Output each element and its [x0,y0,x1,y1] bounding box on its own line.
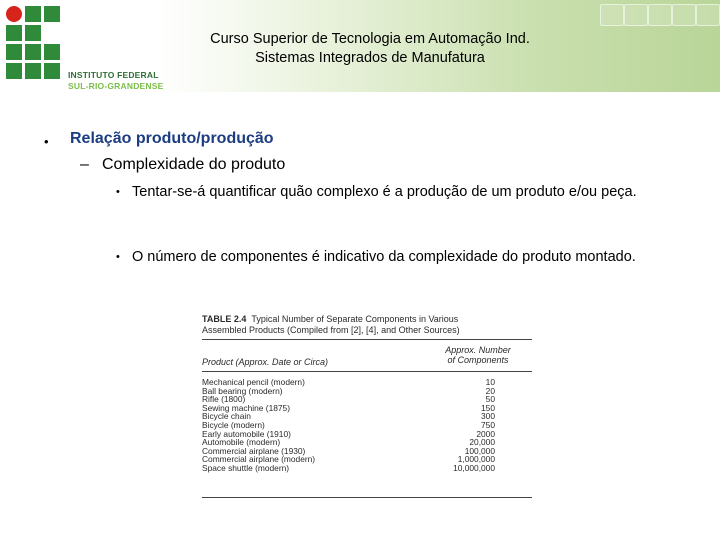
product-name: Ball bearing (modern) [202,385,283,396]
logo-square [44,63,60,79]
decorative-square [696,4,720,26]
product-name: Rifle (1800) [202,394,246,405]
product-name: Commercial airplane (modern) [202,454,316,465]
product-name: Commercial airplane (1930) [202,445,306,456]
logo-red-circle [6,6,22,22]
title-line-1: Curso Superior de Tecnologia em Automação Ind. [210,31,530,47]
component-count: 1,000,000 [457,454,495,465]
bullet-marker: • [116,186,120,198]
component-count: 10 [485,377,495,387]
level2-heading: Complexidade do produto [102,156,286,173]
logo-subtitle: SUL-RIO-GRANDENSE [68,81,164,91]
component-count: 10,000,000 [453,462,495,473]
caption-line-1: Typical Number of Separate Components in Various [251,314,459,324]
column-header-components-line-2: of Components [447,355,509,365]
logo-square [6,25,22,41]
level1-heading: Relação produto/produção [70,130,274,147]
logo-square [25,6,41,22]
table-body [202,378,532,473]
components-table [198,312,538,502]
logo-square [25,44,41,60]
logo-square [44,44,60,60]
decorative-square [648,4,672,26]
product-name: Sewing machine (1875) [202,402,290,413]
component-count: 20,000 [469,437,495,448]
table-row [202,387,532,396]
logo-square [6,44,22,60]
bullet-item-2: O número de componentes é indicativo da complexidade do produto montado. [132,249,636,265]
product-name: Mechanical pencil (modern) [202,377,305,387]
product-name: Bicycle (modern) [202,419,265,430]
logo-title: INSTITUTO FEDERAL [68,70,159,80]
column-header-components-line-1: Approx. Number [445,345,511,355]
component-count: 20 [485,385,495,396]
table-label: TABLE 2.4 [202,314,247,324]
component-count: 750 [481,419,495,430]
component-count: 50 [485,394,495,405]
logo-square [25,63,41,79]
product-name: Space shuttle (modern) [202,462,290,473]
product-name: Bicycle chain [202,411,251,422]
decorative-square [600,4,624,26]
bullet-marker: • [44,134,49,149]
component-count: 100,000 [464,445,495,456]
bullet-item-1: Tentar-se-á quantificar quão complexo é a produção de um produto e/ou peça. [132,184,637,200]
column-header-product: Product (Approx. Date or Circa) [202,357,329,367]
title-line-2: Sistemas Integrados de Manufatura [255,50,485,66]
table-row [202,464,532,473]
table-bottom-rule [202,497,532,498]
product-name: Early automobile (1910) [202,428,291,439]
logo-square [44,6,60,22]
bullet-marker: • [116,251,120,263]
decorative-square [624,4,648,26]
component-count: 150 [481,402,495,413]
column-header-components [438,345,518,365]
logo-square [25,25,41,41]
table-header-rule [202,371,532,372]
component-count: 300 [481,411,495,422]
caption-line-2: Assembled Products (Compiled from [2], [4], and Other Sources) [202,325,460,335]
product-name: Automobile (modern) [202,437,281,448]
component-count: 2000 [476,428,495,439]
decorative-square [672,4,696,26]
dash-marker: – [80,156,89,173]
logo-square [6,63,22,79]
table-top-rule [202,339,532,340]
table-caption [202,314,532,336]
slide-title [130,30,610,68]
